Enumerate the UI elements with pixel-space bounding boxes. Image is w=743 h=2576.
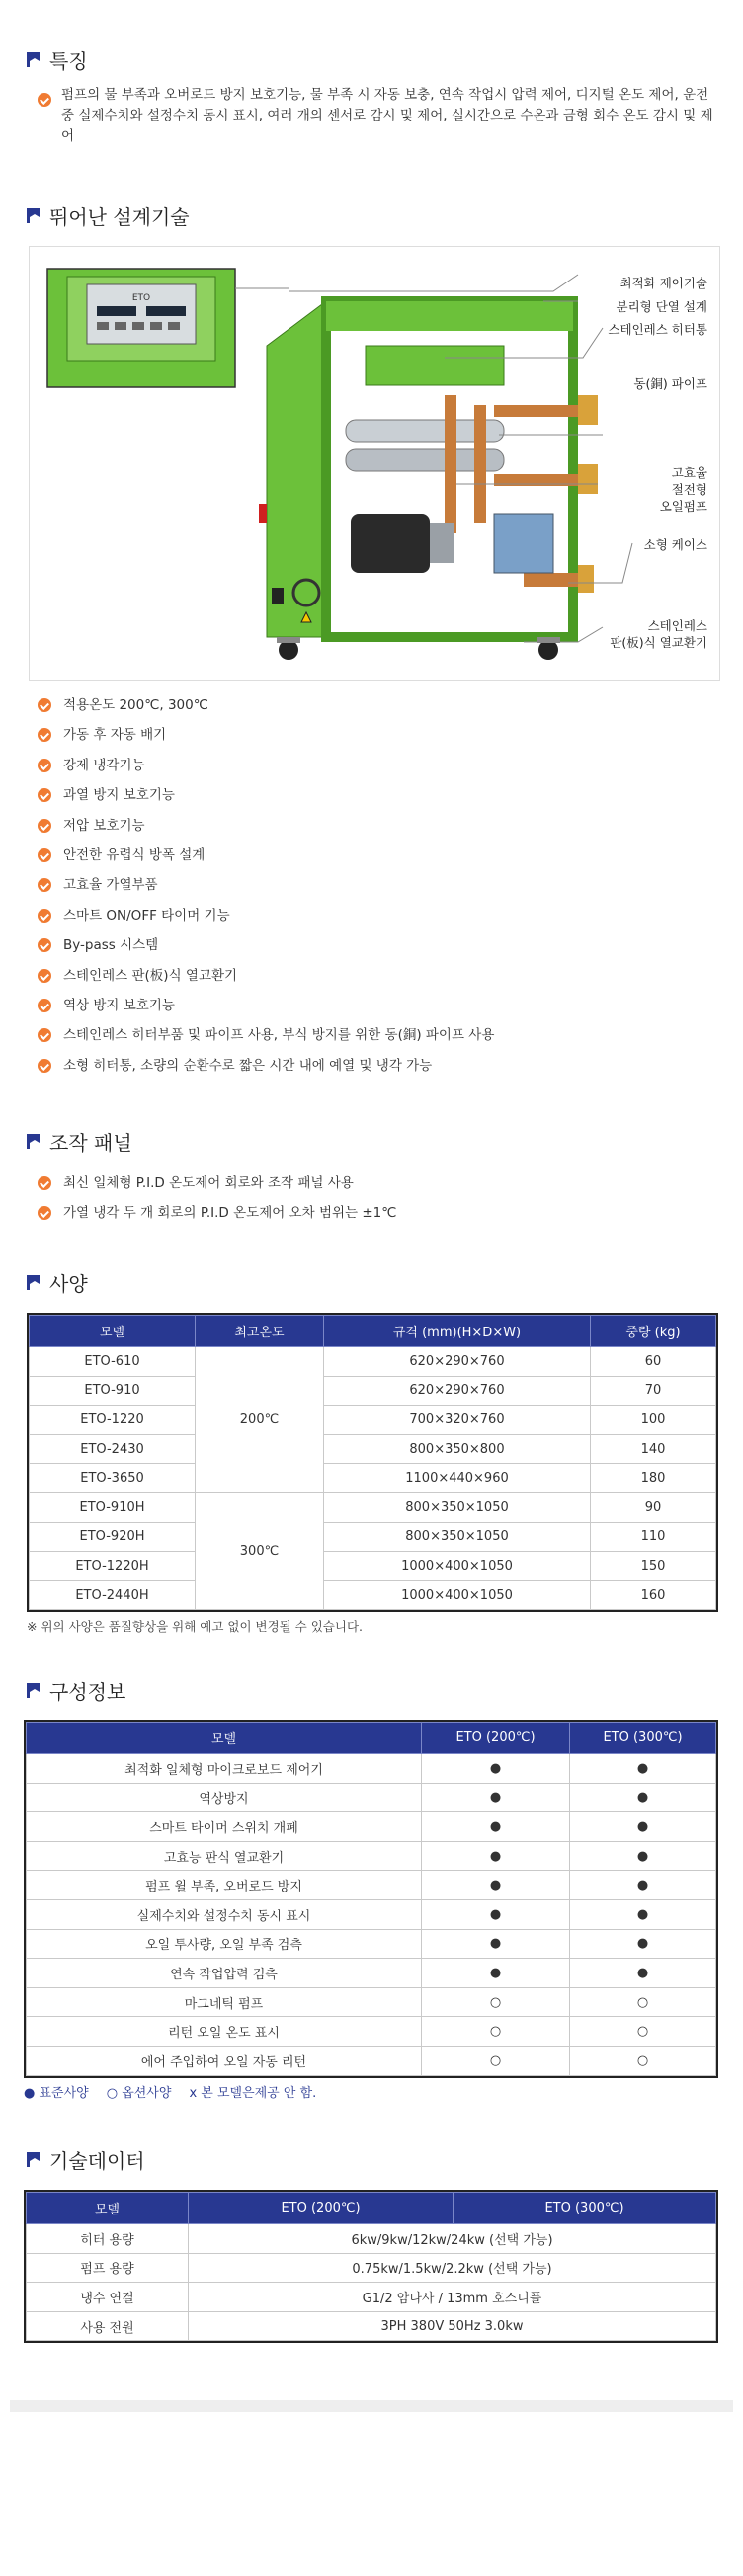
machine-figure [29, 246, 720, 681]
config-legend [24, 2082, 316, 2101]
panel-screen-label: ETO [131, 293, 151, 303]
list-item: 적용온도 200℃, 300℃ [38, 694, 723, 724]
list-item: 최신 일체형 P.I.D 온도제어 회로와 조작 패널 사용 [38, 1172, 723, 1202]
design-title: 뛰어난 설계기술 [49, 205, 190, 229]
table-row: ETO-910 620×290×760 70 [30, 1376, 716, 1406]
spec-note: ※ 위의 사양은 품질향상을 위해 예고 없이 변경될 수 있습니다. [27, 1619, 364, 1634]
footer-divider [10, 2400, 733, 2412]
check-icon [38, 1176, 51, 1190]
table-row: ETO-910H 300℃ 800×350×1050 90 [30, 1492, 716, 1522]
check-icon [38, 93, 51, 107]
spec-title: 사양 [49, 1272, 88, 1296]
tech-header-model: 모델 [27, 2193, 189, 2224]
features-title: 특징 [49, 49, 88, 73]
table-row: ETO-2440H 1000×400×1050 160 [30, 1580, 716, 1610]
check-icon [38, 1028, 51, 1042]
list-item: 스테인레스 히터부품 및 파이프 사용, 부식 방지를 위한 동(銅) 파이프 사용 [38, 1024, 723, 1054]
table-row: 연속 작업압력 검측 ● ● [27, 1959, 716, 1988]
label-heater-tank: 스테인레스 히터통 [608, 322, 707, 337]
spec-heading [27, 1268, 88, 1297]
list-item: 안전한 유렵식 방폭 설계 [38, 845, 723, 874]
table-row: 실제수치와 설정수치 동시 표시 ● ● [27, 1899, 716, 1929]
table-row: ETO-2430 800×350×800 140 [30, 1434, 716, 1464]
check-icon [38, 788, 51, 802]
config-header-200: ETO (200℃) [422, 1723, 570, 1754]
table-row: 에어 주입하여 오일 자동 리턴 ○ ○ [27, 2046, 716, 2075]
list-item: 소형 히터통, 소량의 순환수로 짧은 시간 내에 예열 및 냉각 가능 [38, 1055, 723, 1085]
check-icon [38, 1059, 51, 1073]
flag-icon [27, 1275, 40, 1290]
check-icon [38, 1206, 51, 1220]
temp-cell: 300℃ [196, 1492, 324, 1609]
label-copper-pipe: 동(銅) 파이프 [633, 376, 707, 391]
table-row: ETO-1220 700×320×760 100 [30, 1406, 716, 1435]
flag-icon [27, 2152, 40, 2167]
label-small-case: 소형 케이스 [643, 537, 707, 552]
label-oil-pump: 고효율 절전형 오일펌프 [659, 465, 707, 514]
table-row: 히터 용량 6kw/9kw/12kw/24kw (선택 가능) [27, 2224, 716, 2254]
tech-table [24, 2190, 718, 2343]
check-icon [38, 698, 51, 712]
table-row: 사용 전원 3PH 380V 50Hz 3.0kw [27, 2311, 716, 2341]
flag-icon [27, 208, 40, 223]
list-item: 저압 보호기능 [38, 815, 723, 845]
table-row: 리턴 오일 온도 표시 ○ ○ [27, 2017, 716, 2047]
table-row: 냉수 연결 G1/2 암나사 / 13mm 호스니플 [27, 2283, 716, 2312]
list-item: 고효율 가열부품 [38, 874, 723, 904]
spec-header-model: 모델 [30, 1316, 196, 1347]
flag-icon [27, 1683, 40, 1698]
table-row: ETO-920H 800×350×1050 110 [30, 1522, 716, 1552]
tech-header-200: ETO (200℃) [189, 2193, 454, 2224]
check-icon [38, 909, 51, 923]
tech-heading [27, 2145, 145, 2174]
list-item: 과열 방지 보호기능 [38, 784, 723, 814]
table-row: 펌프 용량 0.75kw/1.5kw/2.2kw (선택 가능) [27, 2253, 716, 2283]
table-row: ETO-3650 1100×440×960 180 [30, 1464, 716, 1493]
list-item: 역상 방지 보호기능 [38, 995, 723, 1024]
list-item: By-pass 시스템 [38, 934, 723, 964]
panel-feature-list [38, 1172, 723, 1233]
table-row: 펌프 윌 부족, 오버로드 방지 ● ● [27, 1871, 716, 1900]
list-item: 가열 냉각 두 개 회로의 P.I.D 온도제어 오차 범위는 ±1℃ [38, 1202, 723, 1232]
check-icon [38, 819, 51, 833]
table-row: 오일 투사량, 오일 부족 검측 ● ● [27, 1929, 716, 1959]
table-row: 스마트 타이머 스위치 개폐 ● ● [27, 1812, 716, 1842]
legend-standard: ● 표준사양 [24, 2086, 89, 2101]
flag-icon [27, 1134, 40, 1149]
list-item: 스마트 ON/OFF 타이머 기능 [38, 905, 723, 934]
config-title: 구성정보 [49, 1680, 126, 1704]
list-item: 강제 냉각기능 [38, 755, 723, 784]
flag-icon [27, 52, 40, 67]
table-row: 최적화 일체형 마이크로보드 제어기 ● ● [27, 1754, 716, 1784]
check-icon [38, 938, 51, 952]
tech-title: 기술데이터 [49, 2149, 145, 2173]
check-icon [38, 848, 51, 862]
table-row: 역상방지 ● ● [27, 1783, 716, 1812]
label-insulation: 분리형 단열 설계 [616, 299, 707, 314]
config-heading [27, 1676, 125, 1705]
table-row: 고효능 판식 열교환기 ● ● [27, 1841, 716, 1871]
spec-header-size: 규격 (mm)(H×D×W) [324, 1316, 591, 1347]
features-heading [27, 45, 88, 74]
legend-none: x 본 모델은제공 안 함. [189, 2086, 317, 2101]
spec-header-weight: 중량 (kg) [591, 1316, 716, 1347]
spec-table [27, 1313, 718, 1612]
config-header-model: 모델 [27, 1723, 422, 1754]
table-row: ETO-1220H 1000×400×1050 150 [30, 1552, 716, 1581]
table-row: 마그네틱 펌프 ○ ○ [27, 1987, 716, 2017]
config-header-300: ETO (300℃) [570, 1723, 716, 1754]
list-item: 스테인레스 판(板)식 열교환기 [38, 965, 723, 995]
panel-heading [27, 1127, 132, 1156]
config-table [24, 1720, 718, 2078]
design-feature-list [38, 694, 723, 1085]
check-icon [38, 999, 51, 1012]
check-icon [38, 878, 51, 892]
tech-header-300: ETO (300℃) [454, 2193, 716, 2224]
check-icon [38, 759, 51, 772]
temp-cell: 200℃ [196, 1347, 324, 1493]
features-text: 펌프의 물 부족과 오버로드 방지 보호기능, 물 부족 시 자동 보충, 연속 작업시 압력 제어, 디지털 온도 제어, 운전 중 실제수치와 설정수치 동시 표시, 여러 개의 센서로 감시 및 제어, 실시간으로 수온과 금형 회수 온도 감시 및 제어 [61, 87, 713, 144]
legend-option: ○ 옵션사양 [106, 2086, 172, 2101]
label-control: 최적화 제어기술 [619, 276, 707, 290]
list-item: 가동 후 자동 배기 [38, 724, 723, 754]
check-icon [38, 728, 51, 742]
design-heading [27, 201, 190, 230]
table-row: ETO-610 200℃ 620×290×760 60 [30, 1347, 716, 1377]
label-heat-exchanger: 스테인레스 판(板)식 열교환기 [610, 618, 707, 650]
check-icon [38, 969, 51, 983]
panel-title: 조작 패널 [49, 1131, 132, 1155]
spec-header-temp: 최고온도 [196, 1316, 324, 1347]
